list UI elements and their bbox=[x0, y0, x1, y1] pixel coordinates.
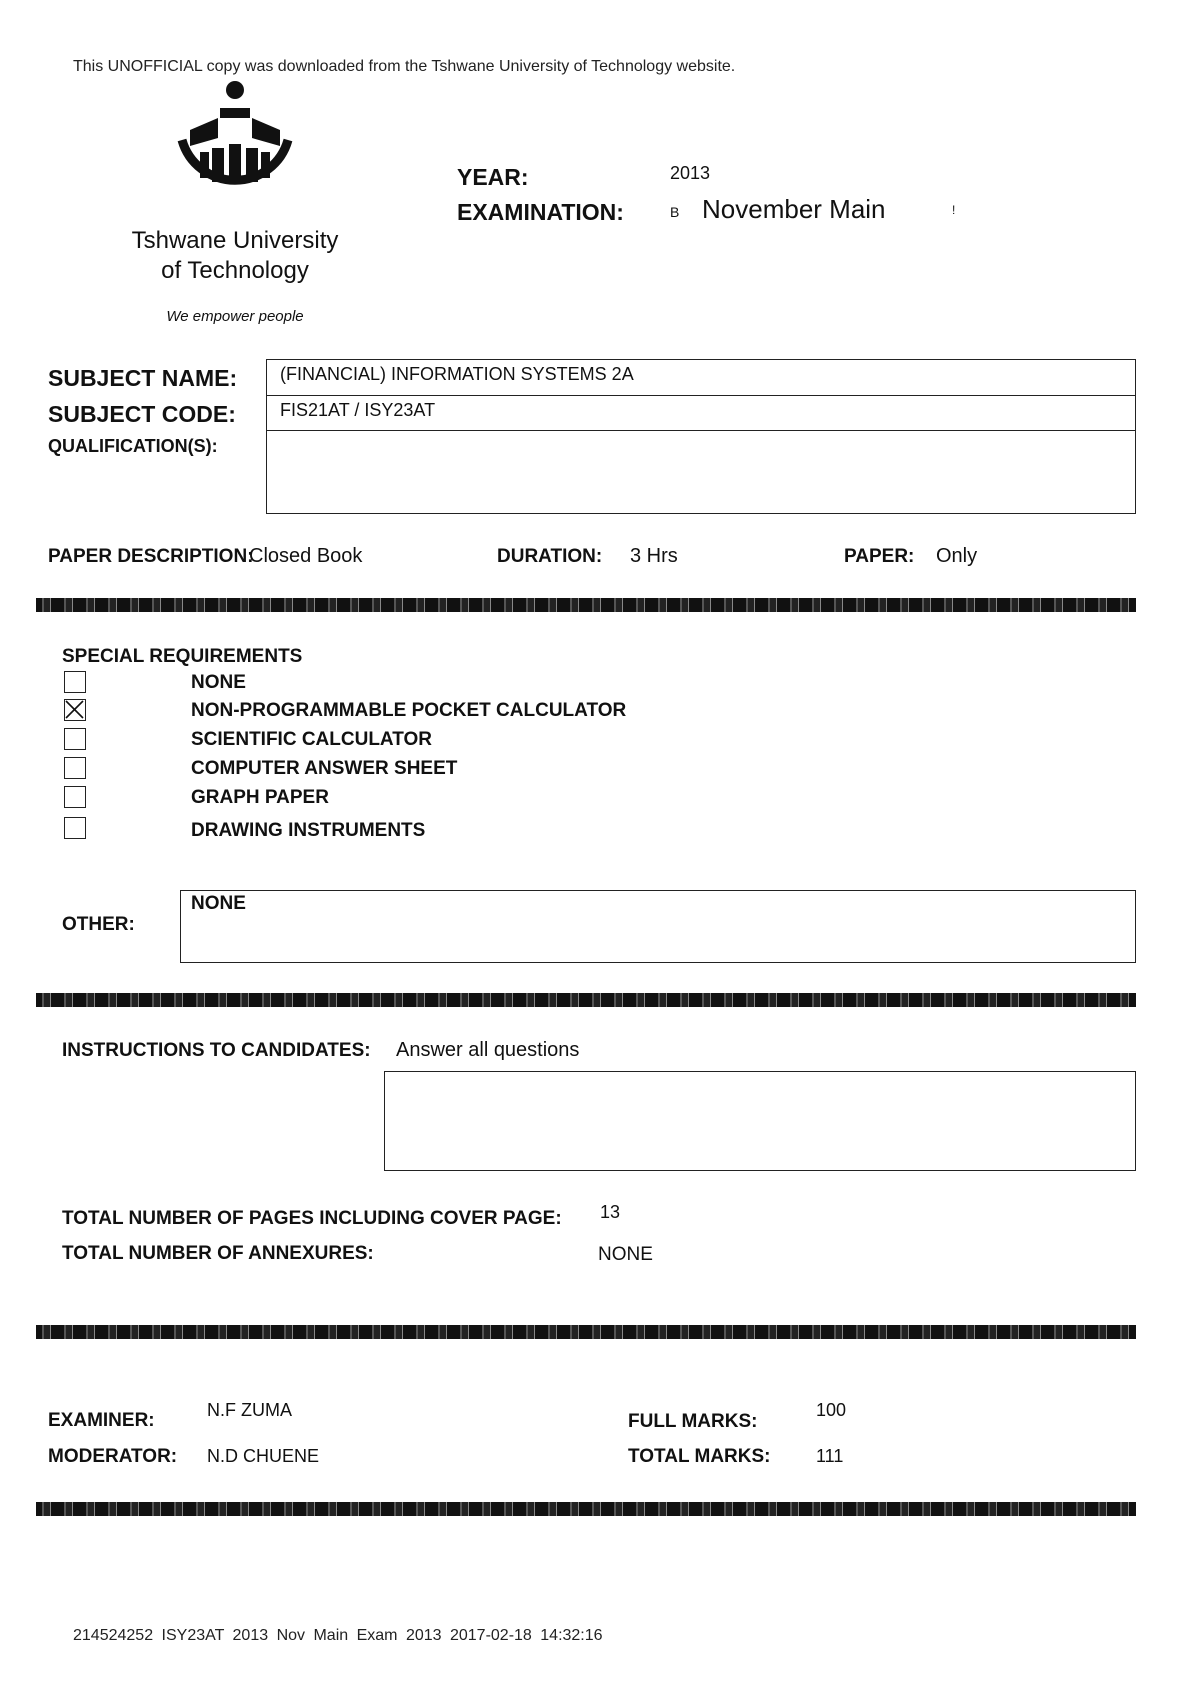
total-pages-value: 13 bbox=[600, 1202, 621, 1222]
total-marks-label: TOTAL MARKS: bbox=[628, 1446, 771, 1467]
section-divider-2 bbox=[36, 993, 1136, 1007]
instructions-value: Answer all questions bbox=[396, 1039, 580, 1061]
examination-mark: B bbox=[670, 204, 680, 220]
duration-value: 3 Hrs bbox=[630, 545, 678, 567]
subject-name-label: SUBJECT NAME: bbox=[48, 365, 238, 391]
requirement-pocket-calculator: NON-PROGRAMMABLE POCKET CALCULATOR bbox=[191, 700, 627, 721]
document-footer: 214524252 ISY23AT 2013 Nov Main Exam 2013 2017-02-18 14:32:16 bbox=[73, 1627, 603, 1644]
checkbox-drawing-instruments[interactable] bbox=[64, 817, 86, 839]
examination-value: November Main bbox=[702, 194, 886, 224]
subject-box-divider-2 bbox=[266, 430, 1136, 431]
duration-label: DURATION: bbox=[497, 546, 603, 567]
total-annexures-value: NONE bbox=[598, 1244, 653, 1265]
requirement-drawing-instruments: DRAWING INSTRUMENTS bbox=[191, 820, 426, 841]
paper-value: Only bbox=[936, 545, 978, 567]
checkbox-graph-paper[interactable] bbox=[64, 786, 86, 808]
subject-code-value: FIS21AT / ISY23AT bbox=[280, 400, 436, 420]
download-notice: This UNOFFICIAL copy was downloaded from the Tshwane University of Technology website. bbox=[73, 58, 736, 75]
total-marks-value: 111 bbox=[816, 1446, 844, 1466]
year-value: 2013 bbox=[670, 163, 711, 183]
paper-label: PAPER: bbox=[844, 546, 915, 567]
university-name-line1: Tshwane University bbox=[131, 227, 339, 254]
paper-description-label: PAPER DESCRIPTION: bbox=[48, 546, 254, 567]
paper-description-value: Closed Book bbox=[249, 545, 363, 567]
examiner-value: N.F ZUMA bbox=[207, 1400, 292, 1420]
requirement-graph-paper: GRAPH PAPER bbox=[191, 787, 329, 808]
moderator-label: MODERATOR: bbox=[48, 1446, 178, 1467]
examination-tail-mark: ! bbox=[952, 203, 956, 217]
requirement-scientific-calculator: SCIENTIFIC CALCULATOR bbox=[191, 729, 433, 750]
moderator-value: N.D CHUENE bbox=[207, 1446, 320, 1466]
checkbox-none[interactable] bbox=[64, 671, 86, 693]
requirement-none: NONE bbox=[191, 672, 246, 693]
section-divider-3 bbox=[36, 1325, 1136, 1339]
subject-code-label: SUBJECT CODE: bbox=[48, 401, 236, 427]
instructions-label: INSTRUCTIONS TO CANDIDATES: bbox=[62, 1040, 371, 1061]
total-pages-label: TOTAL NUMBER OF PAGES INCLUDING COVER PAGE: bbox=[62, 1208, 562, 1229]
other-value: NONE bbox=[191, 893, 246, 914]
university-name bbox=[110, 226, 360, 286]
checked-x-icon bbox=[65, 700, 84, 719]
subject-box-divider-1 bbox=[266, 395, 1136, 396]
full-marks-label: FULL MARKS: bbox=[628, 1411, 758, 1432]
checkbox-scientific-calculator[interactable] bbox=[64, 728, 86, 750]
qualification-label: QUALIFICATION(S): bbox=[48, 436, 218, 456]
full-marks-value: 100 bbox=[816, 1400, 847, 1420]
section-divider-1 bbox=[36, 598, 1136, 612]
other-box bbox=[180, 890, 1136, 963]
examination-label: EXAMINATION: bbox=[457, 199, 624, 225]
examiner-label: EXAMINER: bbox=[48, 1410, 155, 1431]
instructions-box bbox=[384, 1071, 1136, 1171]
year-label: YEAR: bbox=[457, 164, 529, 190]
section-divider-4 bbox=[36, 1502, 1136, 1516]
university-name-line2: of Technology bbox=[161, 257, 309, 284]
checkbox-computer-answer-sheet[interactable] bbox=[64, 757, 86, 779]
requirement-computer-answer-sheet: COMPUTER ANSWER SHEET bbox=[191, 758, 458, 779]
subject-name-value: (FINANCIAL) INFORMATION SYSTEMS 2A bbox=[280, 364, 634, 384]
total-annexures-label: TOTAL NUMBER OF ANNEXURES: bbox=[62, 1243, 374, 1264]
other-label: OTHER: bbox=[62, 914, 135, 935]
special-requirements-heading: SPECIAL REQUIREMENTS bbox=[62, 646, 303, 667]
university-logo-icon bbox=[160, 80, 310, 220]
checkbox-pocket-calculator[interactable] bbox=[64, 699, 86, 721]
university-motto: We empower people bbox=[166, 308, 304, 325]
